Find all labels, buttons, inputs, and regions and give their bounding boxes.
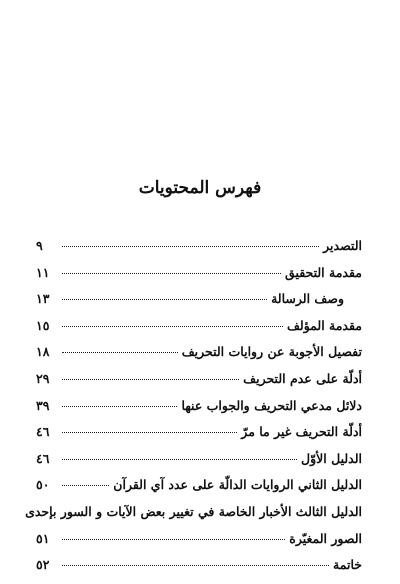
dot-leader: [62, 485, 109, 486]
toc-entry-page: ٤٦: [36, 424, 50, 440]
toc-entry-label: دلائل مدعي التحريف والجواب عنها: [181, 397, 362, 413]
toc-entry-page: ٤٦: [36, 450, 50, 466]
dot-leader: [62, 326, 283, 327]
toc-entry-page: ٣٩: [36, 397, 50, 413]
toc-entry: [36, 477, 362, 504]
dot-leader: [62, 406, 177, 407]
toc-entry-label: أدلّة التحريف غير ما مرّ: [241, 424, 362, 440]
toc-entry: [36, 557, 362, 584]
dot-leader: [62, 459, 297, 460]
toc-entry-label: مقدمة المؤلف: [286, 317, 362, 333]
toc-entry-page: ١٨: [36, 344, 50, 360]
toc-entry-label: التصدير: [323, 238, 362, 253]
toc-entry-label: الصور المغيّرة: [289, 530, 362, 546]
dot-leader: [62, 379, 239, 380]
toc-entry: [36, 318, 362, 345]
toc-entry: [36, 265, 362, 292]
toc-entry: [36, 238, 362, 265]
toc-entry-label: وصف الرسالة: [271, 291, 344, 307]
toc-entry-label: الدليل الأوّل: [301, 450, 362, 466]
dot-leader: [62, 352, 178, 353]
toc-entry-label: الدليل الثالث الأخبار الخاصة في تغيير بعض الآيات و السور بإحدى: [25, 503, 362, 519]
toc-entry-page: ١٥: [36, 317, 50, 333]
toc-entry: [36, 344, 362, 371]
dot-leader: [62, 273, 281, 274]
toc-entry: [36, 451, 362, 478]
dot-leader: [62, 299, 267, 300]
toc-entry-page: ١٣: [36, 291, 50, 307]
dot-leader: [62, 432, 237, 433]
toc-entry-page: ٥١: [36, 530, 50, 546]
toc-entry: [36, 371, 362, 398]
toc-entry-label: تفصيل الأجوبة عن روايات التحريف: [181, 344, 362, 360]
dot-leader: [62, 539, 285, 540]
toc-entry-label: مقدمة التحقيق: [285, 264, 362, 280]
toc-entry-page: ٥٢: [36, 557, 50, 573]
toc-entry: [36, 531, 362, 558]
page-title: فهرس المحتويات: [138, 178, 262, 198]
toc-entry-label: الدليل الثاني الروايات الدالّة على عدد آي القرآن: [113, 477, 362, 493]
toc-entry: [25, 503, 362, 531]
toc-entry-page: ٥٠: [36, 477, 50, 493]
toc-entry-label: أدلّة على عدم التحريف: [243, 370, 362, 386]
table-of-contents: [25, 238, 362, 584]
toc-entry: [36, 424, 362, 451]
dot-leader: [62, 246, 319, 247]
dot-leader: [62, 565, 329, 566]
toc-entry-label: خاتمة: [333, 557, 362, 573]
toc-entry-page: ٩: [36, 238, 43, 253]
toc-entry: [36, 398, 362, 425]
toc-entry: [36, 291, 362, 318]
toc-entry-page: ١١: [36, 264, 50, 280]
toc-entry-page: ٢٩: [36, 370, 50, 386]
